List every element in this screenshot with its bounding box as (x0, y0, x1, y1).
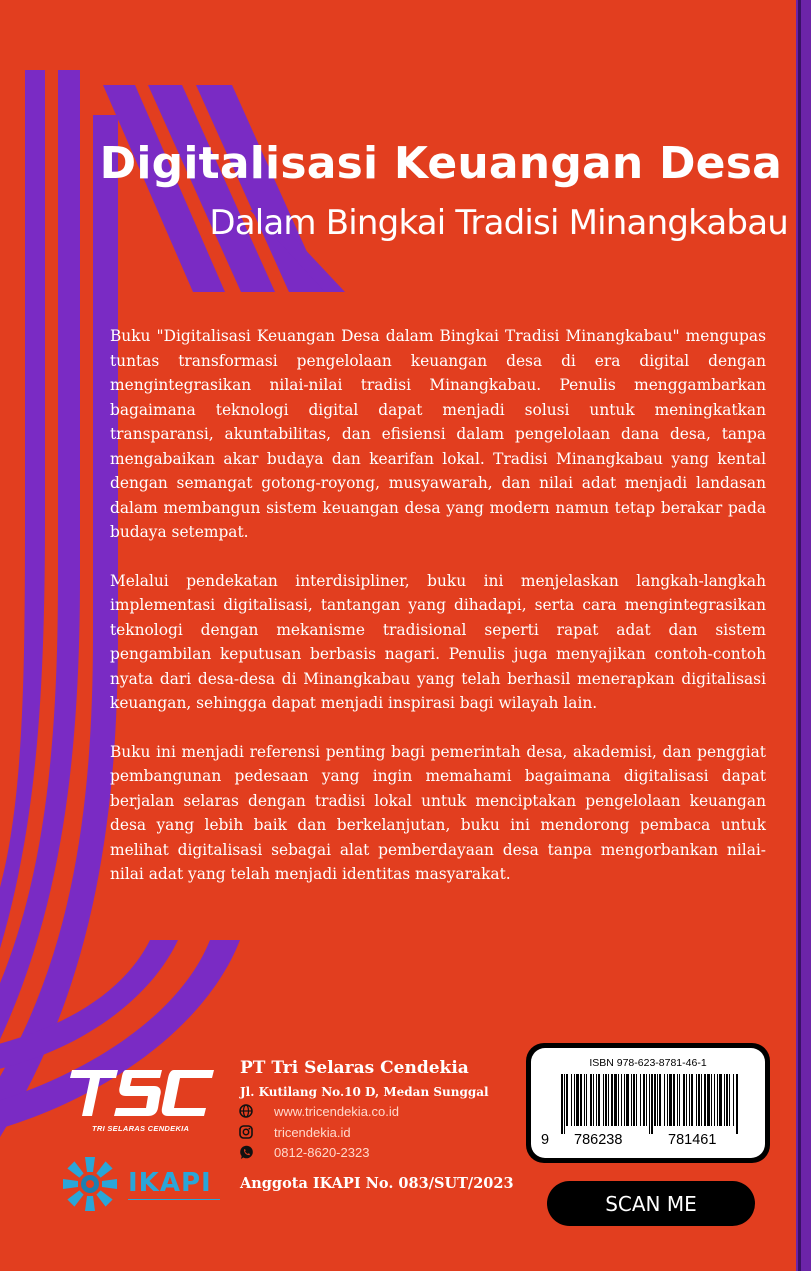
barcode-bar (618, 1074, 619, 1126)
publisher-address: Jl. Kutilang No.10 D, Medan Sunggal (240, 1085, 489, 1099)
barcode-bar (596, 1074, 597, 1126)
barcode-bar (651, 1074, 653, 1134)
barcode-bar (561, 1074, 563, 1134)
barcode-bar (698, 1074, 700, 1126)
ikapi-underline (128, 1199, 220, 1205)
ikapi-membership: Anggota IKAPI No. 083/SUT/2023 (240, 1175, 514, 1192)
scan-me-label: SCAN ME (605, 1191, 697, 1216)
barcode-bar (733, 1074, 734, 1126)
barcode-bar (714, 1074, 715, 1126)
isbn-barcode (561, 1074, 741, 1134)
barcode-bar (704, 1074, 706, 1126)
barcode-bar (667, 1074, 668, 1126)
barcode-bar (603, 1074, 604, 1126)
ikapi-logo (58, 1155, 122, 1213)
isbn-digit-left: 786238 (574, 1132, 623, 1148)
barcode-bar (598, 1074, 600, 1126)
instagram-text: tricendekia.id (274, 1124, 351, 1140)
barcode-bar (576, 1074, 579, 1126)
barcode-bar (611, 1074, 613, 1126)
barcode-bar (580, 1074, 582, 1126)
instagram-icon (238, 1124, 254, 1140)
barcode-bar (696, 1074, 697, 1126)
barcode-bar (605, 1074, 607, 1126)
contact-website (238, 1102, 399, 1120)
barcode-bar (719, 1074, 722, 1126)
barcode-bar (686, 1074, 687, 1126)
barcode-bar (677, 1074, 678, 1126)
barcode-bar (689, 1074, 690, 1126)
barcode-bar (614, 1074, 617, 1126)
barcode-bar (571, 1074, 572, 1126)
barcode-bar (626, 1074, 629, 1126)
barcode-bar (701, 1074, 702, 1126)
barcode-bar (566, 1074, 568, 1126)
barcode-bar (564, 1074, 565, 1134)
barcode-bar (624, 1074, 625, 1126)
isbn-digit-right: 781461 (668, 1132, 717, 1148)
barcode-bar (679, 1074, 680, 1126)
publisher-logo-caption: TRI SELARAS CENDEKIA (92, 1124, 190, 1133)
ikapi-wordmark: IKAPI (128, 1168, 212, 1198)
barcode-bar (633, 1074, 635, 1126)
barcode-bar (593, 1074, 594, 1126)
isbn-digit-lead: 9 (541, 1132, 550, 1148)
barcode-bar (659, 1074, 661, 1126)
globe-icon (238, 1103, 254, 1119)
publisher-logo (70, 1066, 220, 1126)
blurb-paragraph: Buku "Digitalisasi Keuangan Desa dalam Bingkai Tradisi Minangkabau" mengupas tuntas transformasi pengelolaan keuangan desa di era digital dengan mengintegrasikan nilai-nilai tradisi Minangkabau. Penulis menggambarkan bagaimana teknologi digital dapat menjadi solusi untuk meningkatkan transparansi, akuntabilitas, dan efisiensi dalam pengelolaan dana desa, tanpa mengabaikan akar budaya dan kearifan lokal. Tradisi Minangkabau yang kental dengan semangat gotong-royong, musyawarah, dan nilai adat menjadi landasan dalam membangun sistem keuangan desa yang modern namun tetap berakar pada budaya setempat. (110, 327, 766, 541)
blurb-paragraph: Buku ini menjadi referensi penting bagi pemerintah desa, akademisi, dan penggiat pembangunan pedesaan yang ingin memahami bagaimana digitalisasi dapat berjalan selaras dengan tradisi lokal untuk menciptakan pengelolaan keuangan desa yang lebih baik dan berkelanjutan, buku ini mendorong pembaca untuk melihat digitalisasi sebagai alat pemberdayaan desa tanpa mengorbankan nilai-nilai adat yang telah menjadi identitas masyarakat. (110, 742, 766, 883)
whatsapp-icon (238, 1144, 254, 1160)
barcode-bar (574, 1074, 575, 1126)
isbn-label: ISBN 978-623-8781-46-1 (589, 1057, 707, 1069)
contact-instagram (238, 1123, 351, 1141)
barcode-bar (584, 1074, 585, 1126)
blurb-paragraph: Melalui pendekatan interdisipliner, buku ini menjelaskan langkah-langkah implementasi digitalisasi, tantangan yang dihadapi, serta cara mengintegrasikan teknologi dengan mekanisme tradisional seperti rapat adat dan sistem pengambilan keputusan berbasis nagari. Penulis juga menyajikan contoh-contoh nyata dari desa-desa di Minangkabau yang telah berhasil menerapkan digitalisasi keuangan, sehingga dapat menjadi inspirasi bagi wilayah lain. (110, 571, 766, 712)
barcode-bar (736, 1074, 738, 1134)
barcode-bar (729, 1074, 730, 1126)
barcode-bar (636, 1074, 637, 1126)
barcode-bar (608, 1074, 609, 1126)
barcode-bar (683, 1074, 685, 1126)
barcode-bar (717, 1074, 718, 1126)
barcode-bar (654, 1074, 656, 1126)
publisher-name: PT Tri Selaras Cendekia (240, 1058, 469, 1078)
isbn-barcode-panel (531, 1048, 765, 1158)
isbn-barcode-box (526, 1043, 770, 1163)
scan-me-badge (547, 1181, 755, 1226)
contact-whatsapp (238, 1143, 369, 1161)
barcode-bar (711, 1074, 712, 1126)
barcode-bar (707, 1074, 710, 1126)
barcode-bar (726, 1074, 728, 1126)
barcode-bar (590, 1074, 592, 1126)
book-subtitle: Dalam Bingkai Tradisi Minangkabau (209, 203, 788, 243)
barcode-bar (691, 1074, 693, 1126)
book-title: Digitalisasi Keuangan Desa (99, 138, 782, 189)
barcode-bar (631, 1074, 632, 1126)
barcode-bar (621, 1074, 622, 1126)
barcode-bar (640, 1074, 641, 1126)
barcode-bar (646, 1074, 647, 1126)
barcode-bar (649, 1074, 650, 1134)
barcode-bar (643, 1074, 645, 1126)
whatsapp-text: 0812-8620-2323 (274, 1144, 370, 1160)
barcode-bar (664, 1074, 665, 1126)
website-text: www.tricendekia.co.id (274, 1103, 399, 1119)
barcode-bar (673, 1074, 675, 1126)
barcode-bar (586, 1074, 587, 1126)
barcode-bar (657, 1074, 658, 1126)
barcode-bar (669, 1074, 672, 1126)
book-blurb (110, 324, 766, 911)
barcode-bar (724, 1074, 725, 1126)
